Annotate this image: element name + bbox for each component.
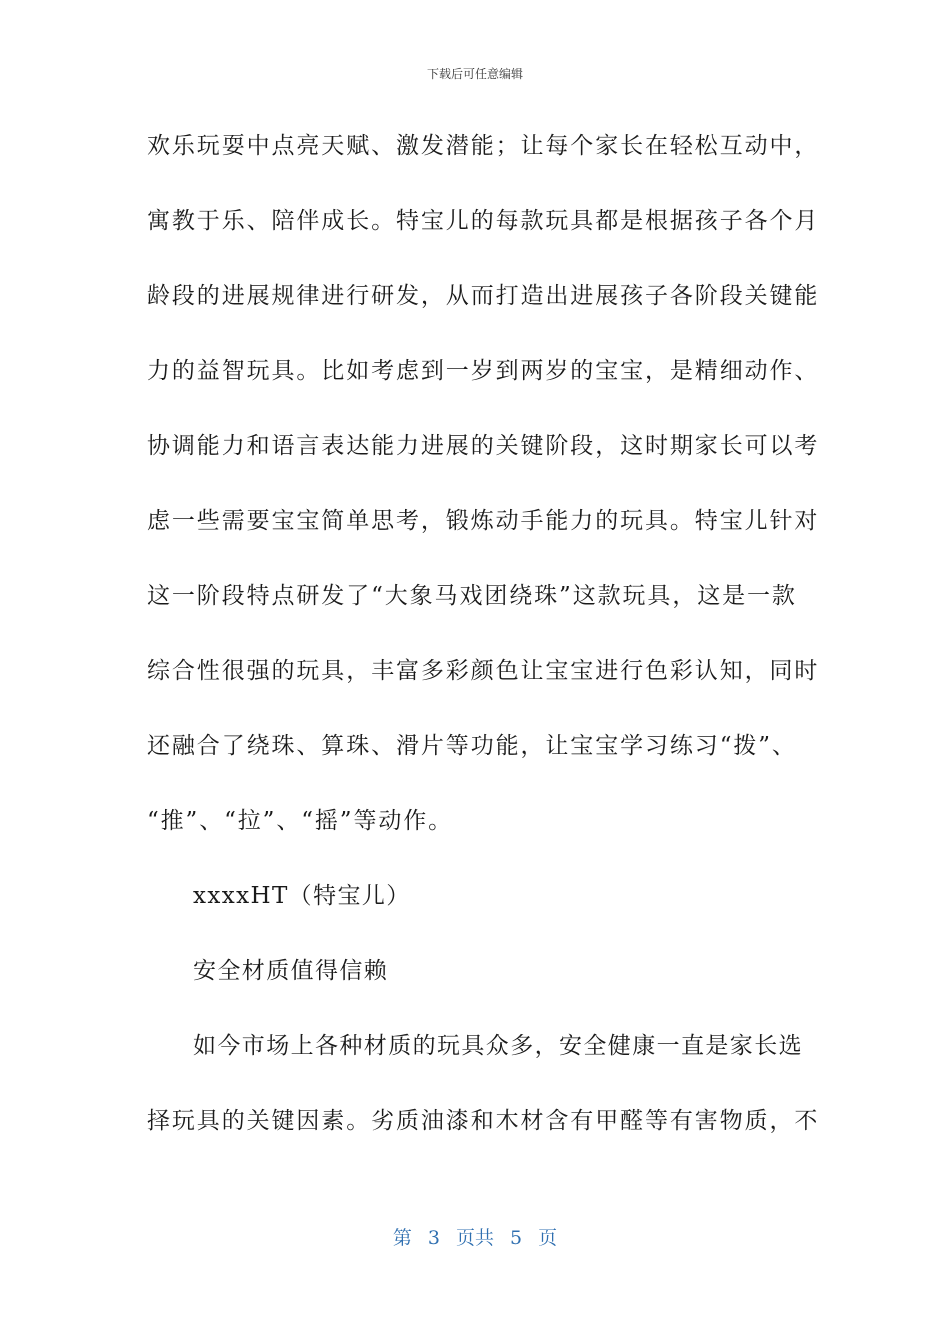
body-line-6: 虑一些需要宝宝简单思考，锻炼动手能力的玩具。特宝儿针对 [147, 508, 820, 534]
paragraph-2-line-2: 择玩具的关键因素。劣质油漆和木材含有甲醛等有害物质，不 [147, 1108, 820, 1134]
body-line-7: 这一阶段特点研发了“大象马戏团绕珠”这款玩具，这是一款 [147, 583, 797, 609]
document-body [147, 124, 820, 1174]
page-header: 下载后可任意编辑 [426, 67, 523, 81]
footer-current-page: 3 [427, 1227, 440, 1249]
body-line-8: 综合性很强的玩具，丰富多彩颜色让宝宝进行色彩认知，同时 [147, 658, 820, 684]
page-footer [0, 1224, 950, 1252]
body-line-9: 还融合了绕珠、算珠、滑片等功能，让宝宝学习练习“拨”、 [147, 733, 797, 759]
brand-heading: xxxxHT（特宝儿） [193, 883, 411, 909]
body-line-2: 寓教于乐、陪伴成长。特宝儿的每款玩具都是根据孩子各个月 [147, 208, 820, 234]
section-heading: 安全材质值得信赖 [193, 958, 389, 984]
footer-label-page: 第 [392, 1227, 412, 1249]
footer-total-pages: 5 [510, 1227, 523, 1249]
body-line-5: 协调能力和语言表达能力进展的关键阶段，这时期家长可以考 [147, 433, 820, 459]
paragraph-2-line-1: 如今市场上各种材质的玩具众多，安全健康一直是家长选 [193, 1033, 803, 1059]
body-line-1: 欢乐玩耍中点亮天赋、激发潜能；让每个家长在轻松互动中， [147, 133, 820, 159]
footer-label-end: 页 [538, 1227, 558, 1249]
body-line-4: 力的益智玩具。比如考虑到一岁到两岁的宝宝，是精细动作、 [147, 358, 820, 384]
body-line-3: 龄段的进展规律进行研发，从而打造出进展孩子各阶段关键能 [147, 283, 820, 309]
footer-label-of: 页共 [455, 1227, 494, 1249]
body-line-10: “推”、“拉”、“摇”等动作。 [147, 808, 454, 834]
